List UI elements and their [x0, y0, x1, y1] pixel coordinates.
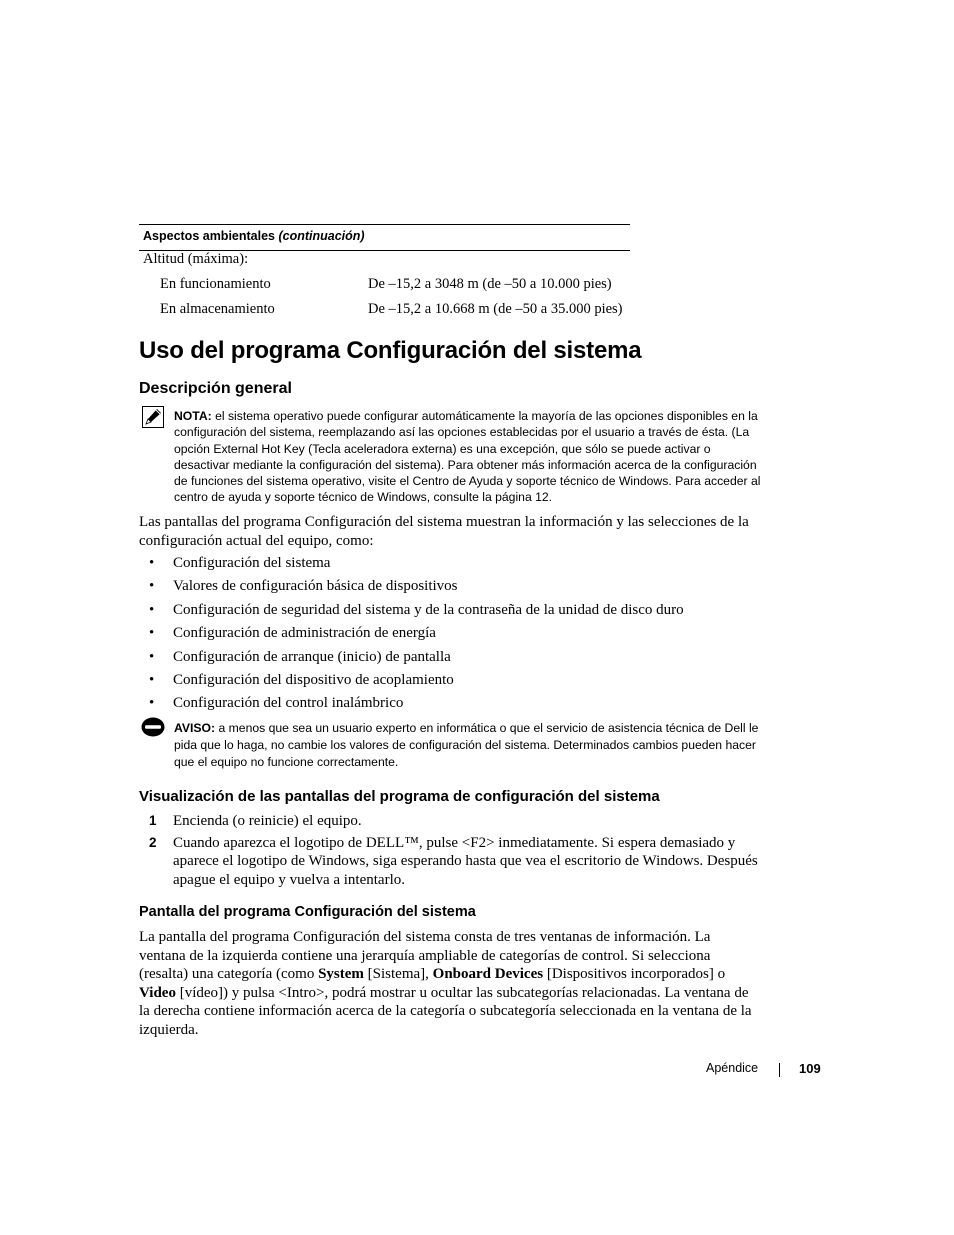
page-number: 109 [799, 1061, 821, 1076]
list-item [139, 552, 759, 575]
onboard-devices-term: Onboard Devices [432, 966, 544, 982]
note-pencil-icon [142, 406, 164, 428]
screen-heading: Pantalla del programa Configuración del sistema [139, 904, 476, 920]
list-item [139, 575, 759, 598]
list-item [139, 622, 759, 645]
step-text: Cuando aparezca el logotipo de DELL™, pulse <F2> inmediatamente. Si espera demasiado y aparece el logotipo de Windows, siga esperando hasta que vea el escritorio de Windows. Después apague el equipo y vuelva a intentarlo. [173, 834, 758, 888]
list-item-text: Valores de configuración básica de dispositivos [173, 578, 458, 595]
bullet-icon: • [149, 625, 155, 642]
list-item [139, 669, 759, 692]
steps-list [139, 812, 759, 892]
notice-body: a menos que sea un usuario experto en informática o que el servicio de asistencia técnica de Dell le pida que lo haga, no cambie los valores de configuración del sistema. Determinados cambios pueden hacer que el equipo no funcione correctamente. [174, 721, 759, 769]
step-item [139, 812, 759, 831]
table-row-value: De –15,2 a 3048 m (de –50 a 10.000 pies) [368, 276, 612, 292]
step-text: Encienda (o reinicie) el equipo. [173, 813, 362, 829]
notice-hand-icon [141, 717, 165, 737]
step-item [139, 834, 759, 890]
list-item-text: Configuración del dispositivo de acoplamiento [173, 671, 454, 688]
list-item-text: Configuración de arranque (inicio) de pantalla [173, 648, 451, 665]
list-item [139, 599, 759, 622]
bullet-icon: • [149, 648, 155, 665]
screen-paragraph-text: [vídeo]) y pulsa <Intro>, podrá mostrar u ocultar las subcategorías relacionadas. La ventana de la derecha contiene información acerca de la categoría o subcategoría seleccionada en la ventana de la izquierda. [139, 984, 752, 1038]
list-item-text: Configuración de seguridad del sistema y de la contraseña de la unidad de disco duro [173, 601, 684, 618]
footer-separator [779, 1063, 780, 1077]
visualization-heading: Visualización de las pantallas del programa de configuración del sistema [139, 788, 660, 805]
screen-paragraph [139, 928, 759, 1039]
notice-text [174, 720, 764, 771]
note-text [174, 408, 764, 506]
screen-paragraph-text: La pantalla del programa Configuración del sistema consta de tres ventanas de información. La ventana de la izquierda contiene una jerarquía ampliable de categorías de control. Si selecciona (resalta) una categoría (como [139, 929, 711, 982]
screen-paragraph-text: [Sistema], [363, 966, 433, 982]
table-header [139, 225, 630, 250]
environmental-table [139, 224, 630, 251]
table-row-value: De –15,2 a 10.668 m (de –50 a 35.000 pies) [368, 301, 623, 317]
bullet-icon: • [149, 695, 155, 712]
table-header-continued: (continuación) [278, 229, 365, 243]
table-row-label: Altitud (máxima): [143, 251, 249, 267]
list-item-text: Configuración del control inalámbrico [173, 695, 404, 712]
section-title: Uso del programa Configuración del sistema [139, 337, 642, 364]
notice-label: AVISO: [174, 721, 216, 735]
step-number: 1 [149, 813, 157, 828]
bullet-list [139, 552, 759, 716]
bullet-icon: • [149, 555, 155, 571]
note-label: NOTA: [174, 409, 212, 423]
note-key: External Hot Key [213, 441, 305, 456]
video-term: Video [139, 984, 176, 1001]
bullet-icon: • [149, 601, 155, 618]
note-text-2: (Tecla aceleradora externa) es una excepción, que sólo se puede activar o desactivar mediante la configuración del sistema). Para obtener más información acerca de la configuración de funciones del sistema operativo, visite el Centro de Ayuda y soporte técnico de Windows. Para acceder al centro de ayuda y soporte técnico de Windows, consulte la página 12. [174, 441, 761, 505]
section-subtitle: Descripción general [139, 380, 292, 397]
bullet-icon: • [149, 578, 155, 595]
screen-paragraph-text: [Dispositivos incorporados] o [543, 966, 726, 982]
step-number: 2 [149, 834, 157, 850]
list-item [139, 646, 759, 669]
bullet-icon: • [149, 671, 155, 688]
list-item-text: Configuración de administración de energía [173, 625, 436, 642]
intro-paragraph: Las pantallas del programa Configuración del sistema muestran la información y las selecciones de la configuración actual del equipo, como: [139, 514, 749, 549]
system-term: System [318, 966, 364, 982]
table-row-label: En funcionamiento [160, 276, 271, 292]
table-header-title: Aspectos ambientales [143, 229, 275, 243]
table-row-label: En almacenamiento [160, 301, 275, 317]
list-item-text: Configuración del sistema [173, 555, 331, 571]
footer-section-label: Apéndice [706, 1061, 759, 1075]
list-item [139, 692, 759, 715]
note-text-1: el sistema operativo puede configurar automáticamente la mayoría de las opciones disponibles en la configuración del sistema, reemplazando así las opciones establecidas por el usuario a través de ésta. (La opción [174, 409, 758, 456]
